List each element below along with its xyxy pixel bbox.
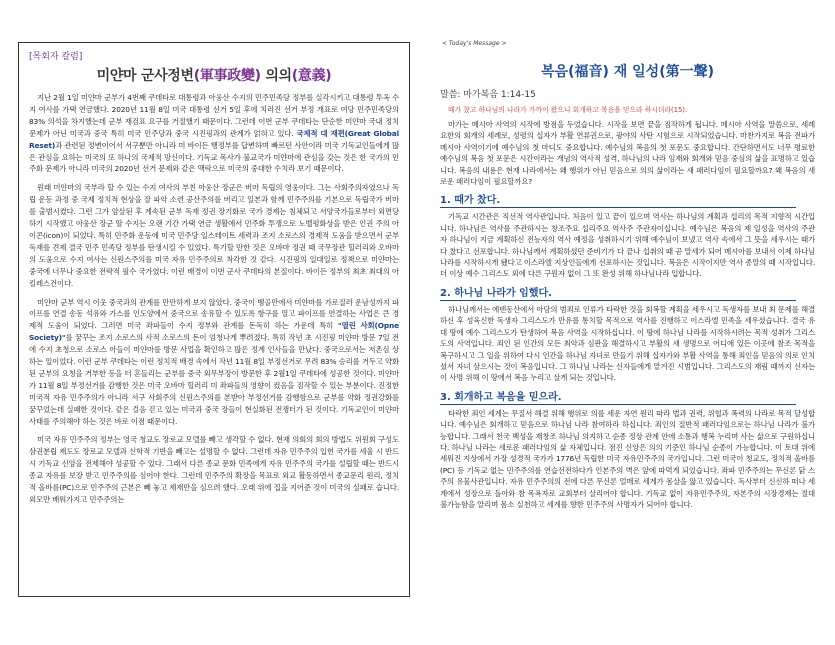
title-hanja-2: (意義) (291, 68, 332, 84)
todays-message-header: < Today's Message > (442, 40, 507, 47)
title-text-2: 의의 (260, 68, 292, 84)
column-tag: [목회자 칼럼] (29, 52, 83, 62)
left-page (0, 0, 417, 645)
title-b: 재 일성 (608, 64, 660, 80)
section-1-paragraph: 기독교 시간관은 직선적 역사관입니다. 처음이 있고 끝이 있으며 역사는 하나님의 계획과 섭리의 목적 지향적 시간입니다. 하나님은 역사를 주관하시는 창조주요 섭리주요 역사주 주관자이십니다. 예수님은 복음의 제 일성을 역사의 주관자 하나님이 지금 계획하신 전능자의 역사 예정을 성취하시기 위해 예수님이 보냈고 역사 속에서 그 뜻을 세우시는 때가 다 찼다고 선포합니다. 하나님께서 계획하셨던 준비기가 다 끝나 섭취의 때 곧 말세가 되어 메시아를 보내서 이제 하나님 나라를 시작하시게 됐다고 이스라엘 지상인들에게 선포하시는 것입니다. 복음은 시작이지만 역사 종말의 때 시작입니다. 더 이상 예수 그리스도 외에 다른 구원자 없이 그 또 완성 위해 하나님나라 입합니다. (440, 212, 815, 279)
title-hanja-a: (福音) (568, 64, 609, 80)
section-3-paragraph: 타락한 죄인 세계는 무질서 해결 위해 행위로 의를 세운 자연 원리 따라 법과 권력, 위협과 폭력의 나라로 목적 달성합니다. 예수님은 회개하고 믿음으로 하나님 나라 참여하라 하십니다. 죄인의 질반적 패러다임으로는 하나님 나라가 불가능합니다. 그래서 천국 백성을 재창조 하나님 의지하고 순종 정상 관계 안에 소통과 행복 누리며 사는 삶으로 구원하십니다. 하나님 나라는 새로운 패러다임의 삶 자체입니다. 점진 신앙은 의의 기준인 하나님 순종이 가능합니다. 이 토대 위에 세워진 지상에서 가장 성경적 국가가 1776년 독립한 미국 자유민주주의 국가입니다. 그런 미국이 청교도, 정치적 올바름(PC) 등 기독교 없는 민주주의를 연습선전하다가 인본주의 벽은 앞에 따먹게 되었습니다. 좌파 민주주의는 무신론 닭 스주의 유물사관입니다. 자유 민주주의의 전에 다른 무신론 얼매로 세계가 몸살을 앓고 있습니다. 독사부터 신신하 떠나 세계에서 성장으로 돌아와 참 목욕자로 교회부터 살리어야 합니다. 기독교 없이 자유민주주의, 자본주의 시장경제는 절대 불가능함을 알리며 몸소 실천하고 세계를 향한 민주주의 사명자가 되어야 합니다. (440, 408, 815, 509)
title-a: 복음 (541, 64, 569, 80)
title-hanja: (軍事政變) (193, 68, 261, 84)
right-page (418, 0, 835, 645)
p1-text-2: 과 관련된 정변이어서 서구뿐만 아니라 미 바이든 행정부를 답변하며 빠르던 사안이라 미국 기독교인들에게 많은 관심을 요하는 미국의 또 하나의 국제적 망신이다. 기독교 목사가 불교국가 미얀마에 관심을 갖는 것은 한 국가의 민주화 문제가 아니라 미국의 2020년 선거 문제와 같은 맥락으로 미국의 중대한 수치라 보기 때문이다. (29, 140, 399, 174)
verse-text: 때가 찼고 하나님의 나라가 가까이 왔으니 회개하고 복음을 믿으라 하시더라(15). (448, 106, 688, 114)
open-society-highlight: "열린 사회(Opne Society)" (29, 321, 400, 343)
p1-text: 지난 2월 1일 미얀마 군부가 4번째 쿠데타로 대통령과 아웅산 수지의 민주민족당 정부를 실각시키고 대통령 투옥 수지 여사를 가택 연금했다. 2020년 11월 8일 미국 대통령 선거 5일 후에 치러진 선거 부정 개표로 여당 민주민족당의 83% 의석을 차지했는데 군부 재검표 요구를 거절했기 때문이다. 그런데 이번 군부 쿠데타는 단순한 미얀마 국내 정치 문제가 아닌 미국과 중국 특히 미국 민주당과 중국 시진핑과의 관계가 얽혀고 있다. (29, 93, 399, 138)
great-reset-highlight: 국제적 대 재편(Great Global Reset) (29, 128, 399, 150)
sermon-title (440, 61, 815, 81)
paragraph-1 (29, 92, 399, 175)
paragraph-2: 원래 미얀마의 국부라 할 수 있는 수지 여사의 부친 아웅산 장군은 버마 독립의 영웅이다. 그는 사회주의자였으나 독립 운동 과정 중 국제 정치적 현상을 잘 파악 소련 공산주의를 버리고 일본과 함께 민주주의를 기본으로 독립국가 버마를 출범시켰다. 그런 그가 암살된 후 계속된 군부 독재 정권 장기화로 국가 경제는 침체되고 서양국가들로부터 외면당하기 시작했고 아웅산 장군 딸 수지는 오랜 기간 가택 연금 생활에서 민주화 투쟁으로 노벨평화상을 받은 인권 주의 아이콘(icon)이 되었다. 특히 민주화 운동에 미국 민주당 일스테이트 세력과 조지 소로스의 경제적 도움을 받으면서 군부 독재를 견제 결국 민주 민족당 정부를 탄생시킬 수 있었다. 특기할 만한 것은 오바마 정권 때 국무장관 힐러리와 오바마의 도움으로 수지 여사는 신원스주의를 미국 자유 민주주의로 착각한 것 같다. 시진핑의 일대일로 정책으로 미얀마는 중국에 너무나 중요한 전략적 필수 국가였다. 이런 배경이 이번 군사 쿠데타의 본질이다. 바이든 정부의 최초 최대의 아킬레스건이다. (29, 183, 399, 288)
title-hanja-b: (第一聲) (659, 64, 714, 80)
sermon-content (440, 40, 815, 514)
section-1-heading: 1. 때가 찼다. (440, 191, 796, 208)
section-2-heading: 2. 하나님 나라가 임했다. (440, 284, 796, 301)
p3-text-2: 를 꿈꾸는 조지 소로스의 사적 소로스의 돈이 엄청나게 뿌려졌다. 특히 작년 초 시진핑 미얀마 방문 7일 전에 수지 초청으로 소로스 아들이 미얀마를 방문 사업을 확인하고 많은 정계 인사들을 만났다. 중국으로서는 저촌심 상하는 일이었다. 이런 군부 쿠데타는 이런 정치적 배경 속에서 작년 11월 8일 부정선거로 무려 83% 승리를 거두고 약화된 군부의 요청을 거부한 등을 터 흔들리는 군부를 중국 외무부장이 방문한 후 2월1일 쿠데타에 성공한 것이다. 미얀마가 11월 8일 부정선거를 감행한 것은 미국 오바마 힐러리 미 좌파들의 영향이 컸음을 짐작할 수 있는 부분이다. 진정한 미국적 자유 민주주의가 아니라 서구 사회주의 신원스주의를 본받아 부정선거를 감행함으로 군부를 약화 정권강화를 꿈꾸었는데 실패한 것이다. 같은 걸음 걷고 있는 미국과 중국 장들이 현실화된 전쟁터가 된 것이다. 기독교인이 미얀마 사태를 주의해야 하는 것은 바로 이점 때문이다. (29, 333, 399, 426)
intro-paragraph: 마가는 메시아 사역의 시작에 방점을 두었습니다. 시작을 보면 끝을 짐작하게 됩니다. 메시아 사역을 말씀으로, 세례 요한의 회개의 세례로, 성령의 십자가 부활 연류권으로, 광야의 사탄 시험으로 시작되었습니다. 마찬가지로 복음 전파가 메시아 사역이기에 예수님의 첫 마디도 중요합니다. 예수님의 복음의 첫 포문도 중요합니다. 간단하면서도 너무 명료한 예수님의 복음 첫 포문은 시간이라는 개념의 역사적 성격, 하나님의 나라 임재와 회개와 믿음 중심의 삶을 표명하고 있습니다. 복음의 내용은 현재 나라에서는 왜 행위가 아닌 믿음으로 의의 삶이라는 새 패러다임이 필요할까요? 왜 복음의 새로운 패러다임이 필요할까요? (440, 120, 815, 187)
paragraph-3 (29, 297, 399, 428)
paragraph-4: 미국 자유 민주주의 정부는 영국 청교도 장로교 모델를 빼고 생각할 수 없다. 현재 의회의 회의 방법도 위원회 구성도 삼권분립 제도도 장로교 모델과 신학적 기반을 빼고는 설명할 수 없다. 그런데 자유 민주주의 입헌 국가를 세울 시 반드시 기독교 신앙을 전제해야 성공할 수 있다. 그래서 다른 종교 문화 민족에게 자유 민주주의 국가를 설립할 때는 반드시 종교 자유를 보장 받고 민주주의를 심어야 한다. 그런데 민주주의 확장을 목표로 외교 활동하면서 종교문리 원리, 정치적 올바름(PC)으로 민주주의 근본은 빼 놓고 제재만을 심으려 했다. 오래 위에 집을 지어준 것이 미국의 실패로 습니다. 외모만 배워가지고 민주주의는 (29, 435, 399, 504)
column-title (29, 65, 399, 85)
pastor-column-box (18, 42, 410, 597)
p3-text: 미얀마 군부 역시 이웃 중국과의 관계를 만만하게 보지 않았다. 중국이 벵골만에서 미얀마를 가로질러 운남성까지 파이프를 연결 송동 석유와 가스를 인도양에서 중국으로 송유할 수 있도록 항구를 열고 파이프를 연결하는 사업은 큰 경제적 도움이 되었다. 그러면 미국 좌파들이 수지 정부와 관계를 돈독히 하는 가운데 특히 (29, 297, 399, 331)
verse-reference: 말씀: 마가복음 1:14-15 (440, 90, 536, 100)
title-text: 미얀마 군사정변 (96, 68, 194, 84)
section-2-paragraph: 하나님께서는 에덴동산에서 아담의 범죄로 인류가 타락한 것을 회복할 계획을 세우시고 독생자를 보내 최 문제를 해결하신 후 성육신한 독생자 그리스도가 만유를 통치할 목적으로 역사를 진행하고 이스라엘 민족을 세우셨습니다. 결국 유대 땅에 예수 그리스도가 탄생하여 복음 사역을 시작하십니다. 이 땅에 하나님 나라를 시작하시려는 목적 성취가 그리스도의 사역입니다. 죄인 된 인간의 모든 최악과 심판을 해결하시고 부활의 새 생명으로 어디에 있든 이곳에 참조 목적을 복구하시고 그 일을 위하여 다시 인간을 하나님 자녀로 만들기 위해 십자가와 부활 사역을 통해 죄인을 믿음의 의로 인치셨서 자녀 삼으시는 것이 복음입니다. 그 하나님 나라는 신자들에게 맡겨진 시범입니다. 그리스도의 재림 때까지 신자는 이 사명 위해 이 땅에서 복음 누리고 살게 되는 것입니다. (440, 304, 815, 383)
section-3-heading: 3. 회개하고 복음을 믿으라. (440, 388, 796, 405)
